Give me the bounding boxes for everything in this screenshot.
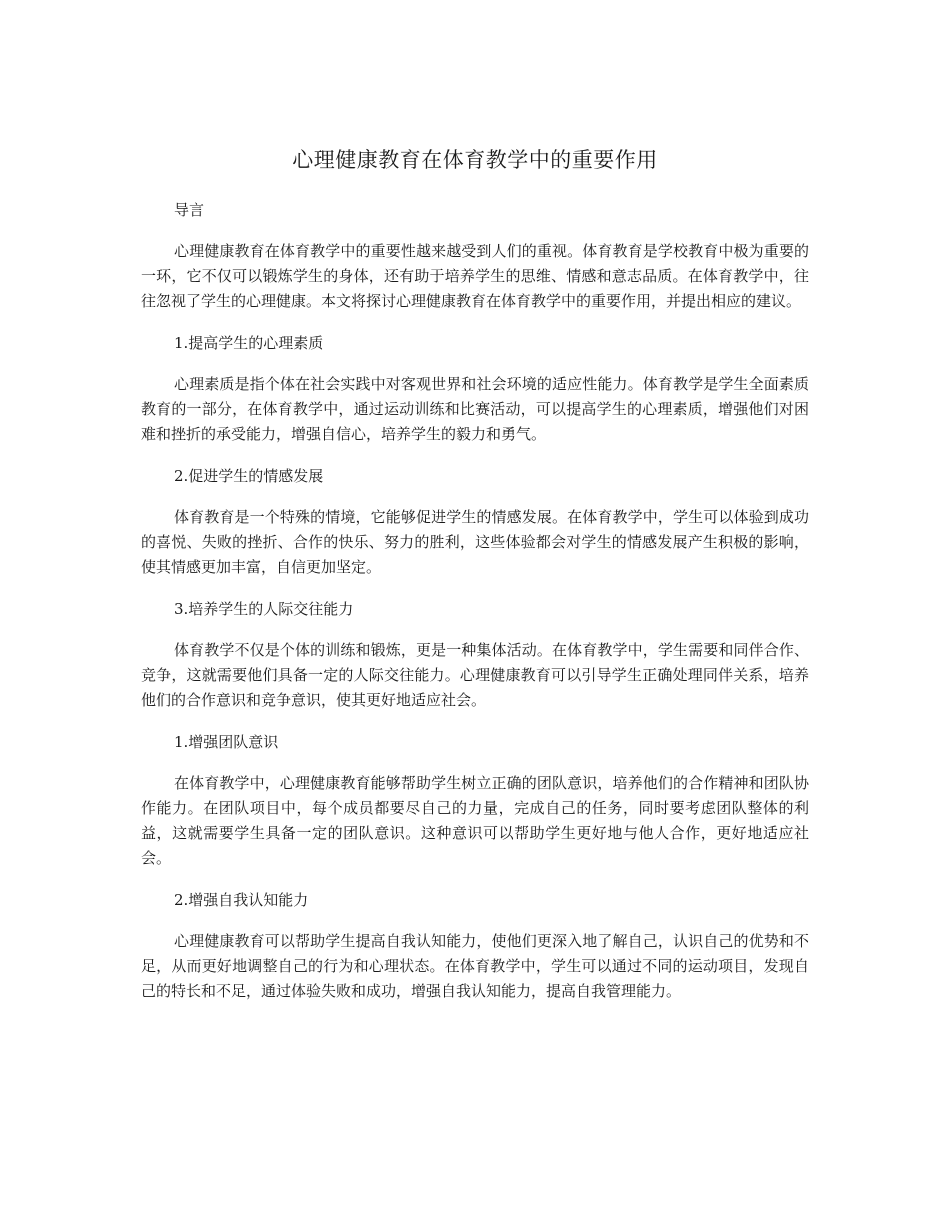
document-title: 心理健康教育在体育教学中的重要作用 [292,148,658,172]
section-heading-4: 1.增强团队意识 [174,733,279,751]
section-heading-3: 3.培养学生的人际交往能力 [174,600,354,618]
section-heading-2: 2.促进学生的情感发展 [174,467,324,485]
section-paragraph-4: 在体育教学中，心理健康教育能够帮助学生树立正确的团队意识，培养他们的合作精神和团队协作能力。在团队项目中，每个成员都要尽自己的力量，完成自己的任务，同时要考虑团队整体的利益，这就需要学生具备一定的团队意识。这种意识可以帮助学生更好地与他人合作，更好地适应社会。 [141,774,809,867]
document-body [141,144,809,1021]
intro-paragraph: 心理健康教育在体育教学中的重要性越来越受到人们的重视。体育教育是学校教育中极为重要的一环，它不仅可以锻炼学生的身体，还有助于培养学生的思维、情感和意志品质。在体育教学中，往往忽视了学生的心理健康。本文将探讨心理健康教育在体育教学中的重要作用，并提出相应的建议。 [141,242,809,310]
section-heading-1: 1.提高学生的心理素质 [174,334,324,352]
section-paragraph-2: 体育教育是一个特殊的情境，它能够促进学生的情感发展。在体育教学中，学生可以体验到成功的喜悦、失败的挫折、合作的快乐、努力的胜利，这些体验都会对学生的情感发展产生积极的影响，使其情感更加丰富，自信更加坚定。 [141,508,809,576]
section-paragraph-5: 心理健康教育可以帮助学生提高自我认知能力，使他们更深入地了解自己，认识自己的优势和不足，从而更好地调整自己的行为和心理状态。在体育教学中，学生可以通过不同的运动项目，发现自己的特长和不足，通过体验失败和成功，增强自我认知能力，提高自我管理能力。 [141,932,809,1000]
section-paragraph-3: 体育教学不仅是个体的训练和锻炼，更是一种集体活动。在体育教学中，学生需要和同伴合作、竞争，这就需要他们具备一定的人际交往能力。心理健康教育可以引导学生正确处理同伴关系，培养他们的合作意识和竞争意识，使其更好地适应社会。 [141,641,809,709]
section-heading-5: 2.增强自我认知能力 [174,891,309,909]
section-paragraph-1: 心理素质是指个体在社会实践中对客观世界和社会环境的适应性能力。体育教学是学生全面素质教育的一部分，在体育教学中，通过运动训练和比赛活动，可以提高学生的心理素质，增强他们对困难和挫折的承受能力，增强自信心，培养学生的毅力和勇气。 [141,375,809,443]
intro-heading: 导言 [174,201,205,219]
